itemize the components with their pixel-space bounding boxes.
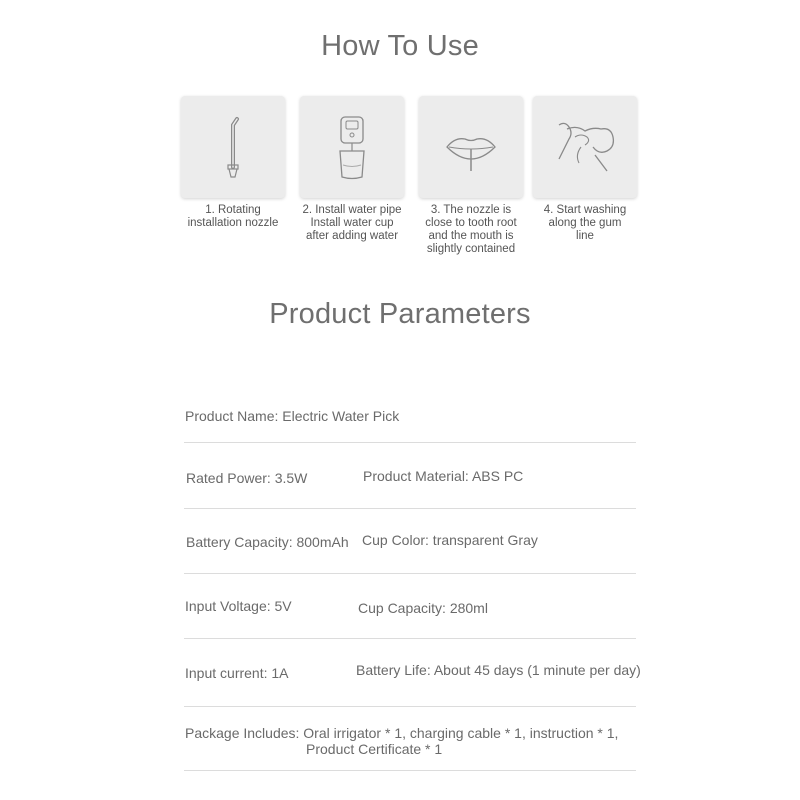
step-2-caption-line: 2. Install water pipe bbox=[302, 204, 402, 216]
divider bbox=[184, 442, 636, 443]
param-product-name: Product Name: Electric Water Pick bbox=[185, 408, 400, 424]
step-4-caption-line: line bbox=[576, 230, 594, 242]
step-4-card bbox=[533, 96, 637, 198]
param-product-material: Product Material: ABS PC bbox=[363, 468, 524, 484]
step-2-caption-line: after adding water bbox=[305, 230, 399, 242]
step-2-caption-line: Install water cup bbox=[310, 217, 394, 229]
param-rated-power: Rated Power: 3.5W bbox=[186, 470, 308, 486]
package-line-2: Product Certificate * 1 bbox=[306, 741, 443, 757]
divider bbox=[184, 638, 636, 639]
step-2-card bbox=[300, 96, 404, 198]
divider bbox=[184, 706, 636, 707]
mouth-icon bbox=[431, 107, 511, 187]
param-battery-capacity: Battery Capacity: 800mAh bbox=[186, 534, 349, 550]
step-1-card bbox=[181, 96, 285, 198]
step-1-caption-line: 1. Rotating bbox=[205, 204, 261, 216]
how-to-use-title: How To Use bbox=[321, 30, 479, 62]
step-3 bbox=[416, 96, 526, 256]
step-2 bbox=[297, 96, 407, 243]
divider bbox=[184, 508, 636, 509]
divider bbox=[184, 573, 636, 574]
step-3-caption-line: and the mouth is bbox=[428, 230, 514, 242]
step-1 bbox=[178, 96, 288, 230]
param-package-includes bbox=[185, 725, 618, 757]
step-3-caption-line: close to tooth root bbox=[425, 217, 517, 229]
param-input-voltage: Input Voltage: 5V bbox=[185, 598, 292, 614]
step-3-caption-line: 3. The nozzle is bbox=[430, 204, 512, 216]
nozzle-icon bbox=[193, 107, 273, 187]
product-parameters-title: Product Parameters bbox=[269, 298, 531, 330]
param-input-current: Input current: 1A bbox=[185, 665, 289, 681]
param-cup-color: Cup Color: transparent Gray bbox=[362, 532, 538, 548]
divider bbox=[184, 770, 636, 771]
step-4-caption-line: along the gum bbox=[548, 217, 622, 229]
step-3-caption-line: slightly contained bbox=[426, 243, 516, 255]
param-battery-life: Battery Life: About 45 days (1 minute per day) bbox=[356, 662, 641, 678]
hand-washing-icon bbox=[545, 107, 625, 187]
step-1-caption-line: installation nozzle bbox=[187, 217, 279, 229]
param-cup-capacity: Cup Capacity: 280ml bbox=[358, 600, 488, 616]
water-cup-icon bbox=[312, 107, 392, 187]
step-4-caption-line: 4. Start washing bbox=[543, 204, 627, 216]
step-4 bbox=[530, 96, 640, 243]
package-line-1: Package Includes: Oral irrigator * 1, charging cable * 1, instruction * 1, bbox=[185, 725, 619, 741]
step-3-card bbox=[419, 96, 523, 198]
